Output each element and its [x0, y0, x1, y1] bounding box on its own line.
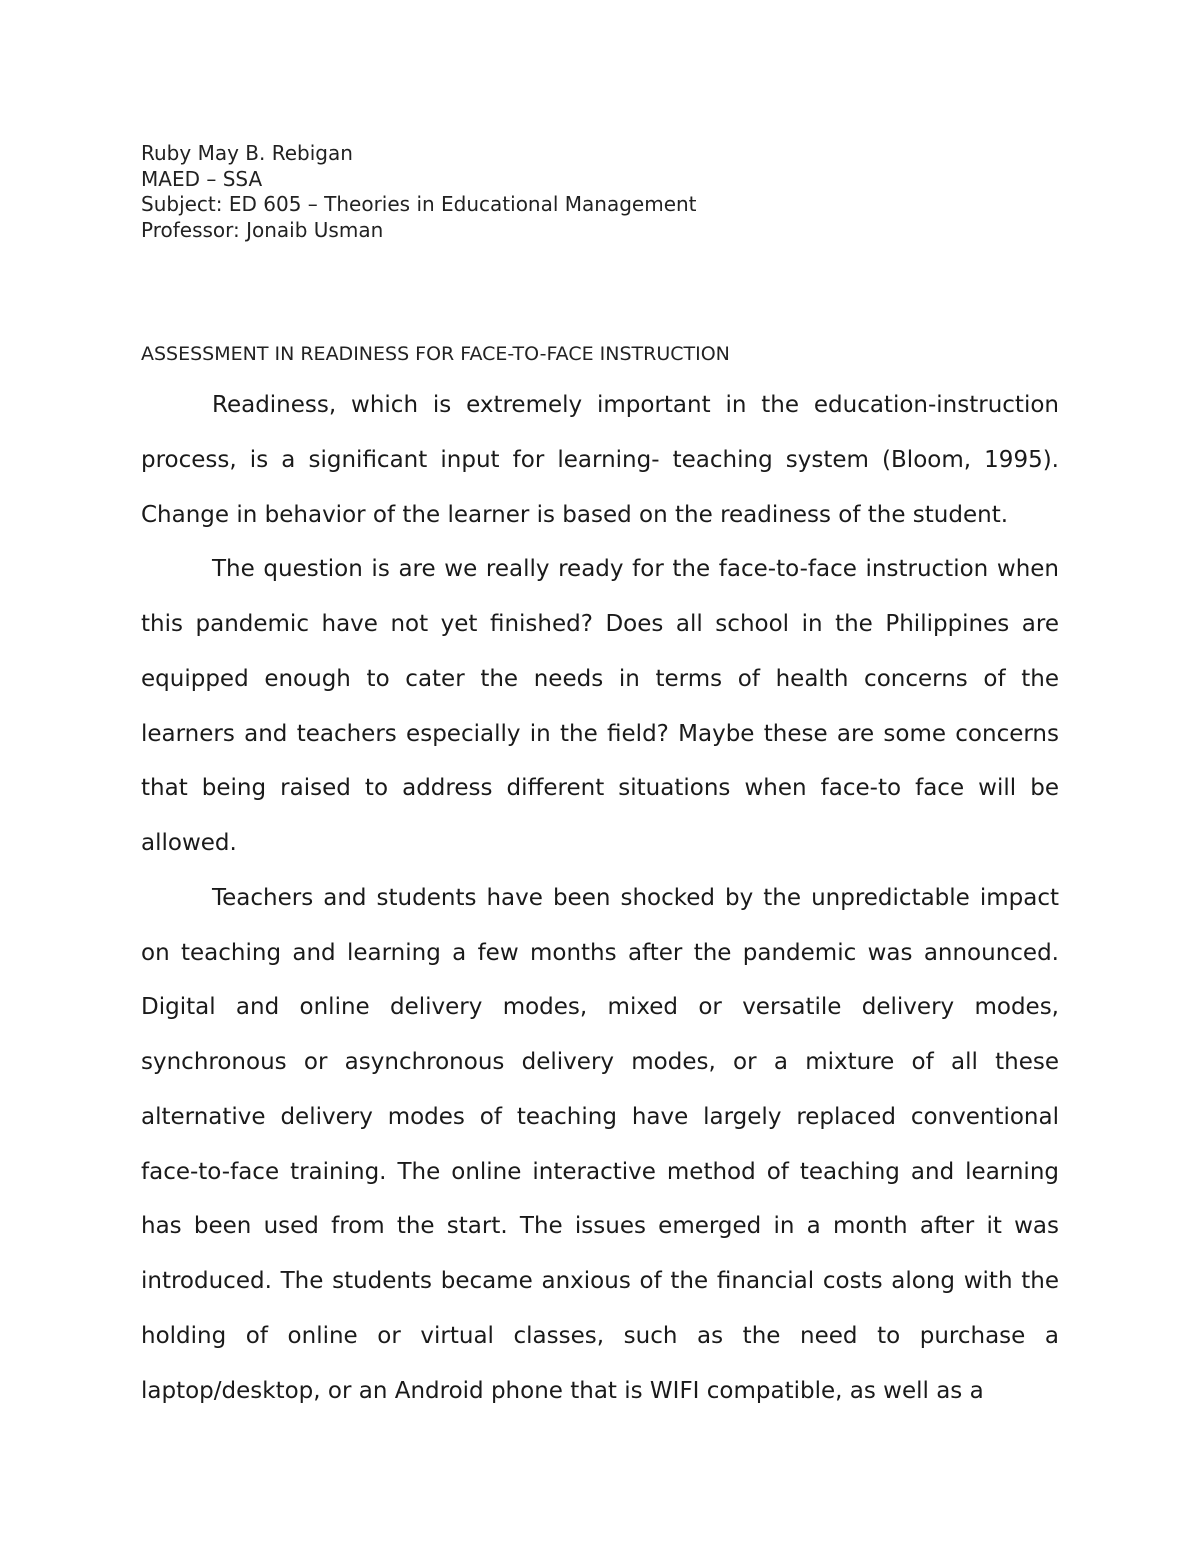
subject-line: Subject: ED 605 – Theories in Educational Management — [141, 192, 697, 216]
document-body — [141, 378, 1059, 1418]
professor-line: Professor: Jonaib Usman — [141, 217, 384, 242]
paragraph: The question is are we really ready for the face-to-face instruction when this pandemic have not yet finished? Does all school in the Philippines are equipped enough to cater the needs in terms of health concerns of the learners and teachers especially in the field? Maybe these are some concerns that being raised to address different situations when face-to face will be allowed. — [141, 556, 1059, 856]
program-name: MAED – SSA — [141, 166, 263, 191]
paragraph: Readiness, which is extremely important in the education-instruction process, is a significant input for learning- teaching system (Bloom, 1995). Change in behavior of the learner is based on the readiness of the student. — [141, 392, 1059, 528]
paragraph: Teachers and students have been shocked by the unpredictable impact on teaching and learning a few months after the pandemic was announced. Digital and online delivery modes, mixed or versatile delivery modes, synchronous or asynchronous delivery modes, or a mixture of all these alternative delivery modes of teaching have largely replaced conventional face-to-face training. The online interactive method of teaching and learning has been used from the start. The issues emerged in a month after it was introduced. The students became anxious of the financial costs along with the holding of online or virtual classes, such as the need to purchase a laptop/desktop, or an Android phone that is WIFI compatible, as well as a — [141, 884, 1059, 1404]
author-name: Ruby May B. Rebigan — [141, 141, 353, 165]
document-title: ASSESSMENT IN READINESS FOR FACE-TO-FACE INSTRUCTION — [141, 343, 730, 365]
author-header — [141, 141, 1059, 243]
